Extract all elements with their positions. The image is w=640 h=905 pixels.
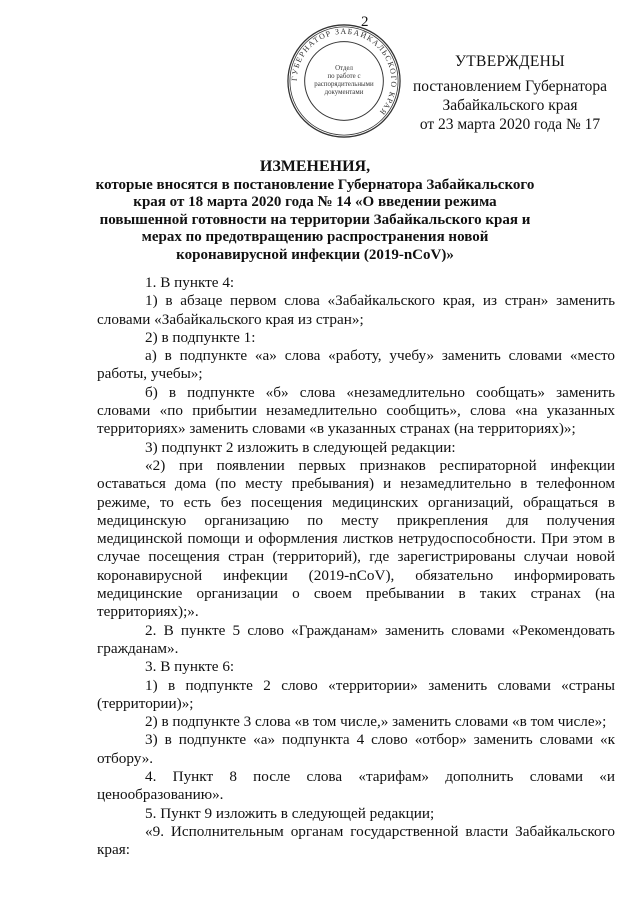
- paragraph: 3) подпункт 2 изложить в следующей редакции:: [145, 438, 456, 456]
- approval-line: постановлением Губернатора: [412, 78, 608, 95]
- paragraph: 1) в абзаце первом слова «Забайкальского края, из стран» заменить словами «Забайкальского края из стран»;: [97, 292, 615, 328]
- approval-date: от 23 марта 2020 года № 17: [419, 116, 601, 133]
- paragraph: «2) при появлении первых признаков респираторной инфекции оставаться дома (по месту пребывания) и незамедлительно в телефонном режиме, то есть без посещения медицинских организаций, обращаться в медицинскую организацию по месту прикрепления для получения медицинской помощи и оформления листков нетрудоспособности. При этом в случае посещения стран (территорий), где зарегистрированы случаи новой коронавирусной инфекции (2019-nCoV), обязательно информировать медицинские организации о своем пребывании в таких странах (на территориях);».: [97, 456, 615, 621]
- approval-block: [395, 52, 625, 134]
- approval-heading: УТВЕРЖДЕНЫ: [455, 53, 565, 70]
- svg-text:Отдел: Отдел: [335, 65, 353, 73]
- svg-text:по работе с: по работе с: [327, 73, 361, 81]
- paragraph: 3. В пункте 6:: [145, 658, 235, 676]
- paragraph: б) в подпункте «б» слова «незамедлительно сообщать» заменить словами «по прибытии незамедлительно сообщить», слова «на указанных территориях» заменить словами «в указанных странах (на территориях)»;: [97, 383, 615, 438]
- title-main: ИЗМЕНЕНИЯ,: [259, 158, 371, 175]
- title-subtitle: которые вносятся в постановление Губернатора Забайкальского края от 18 марта 2020 года № 14 «О введении режима повышенной готовности на территории Забайкальского края и мерах по предотвращению распространения новой коронавирусной инфекции (2019-nCoV)»: [95, 176, 535, 263]
- document-title: [95, 158, 535, 264]
- paragraph: 5. Пункт 9 изложить в следующей редакции;: [145, 804, 435, 822]
- paragraph: 2) в подпункте 1:: [145, 328, 256, 346]
- paragraph: «9. Исполнительным органам государственной власти Забайкальского края:: [97, 822, 615, 859]
- svg-text:распорядительными: распорядительными: [314, 80, 374, 88]
- approval-line: Забайкальского края: [442, 97, 578, 114]
- official-seal-stamp: [285, 22, 403, 140]
- paragraph: 3) в подпункте «а» подпункта 4 слово «отбор» заменить словами «к отбору».: [97, 731, 615, 767]
- paragraph: 1. В пункте 4:: [145, 274, 235, 291]
- page-number: 2: [361, 14, 369, 30]
- paragraph: а) в подпункте «а» слова «работу, учебу» заменить словами «место работы, учебы»;: [97, 347, 615, 383]
- svg-text:ГУБЕРНАТОР ЗАБАЙКАЛЬСКОГО КРАЯ: ГУБЕРНАТОР ЗАБАЙКАЛЬСКОГО КРАЯ: [289, 26, 399, 118]
- document-body: [97, 274, 615, 860]
- paragraph: 4. Пункт 8 после слова «тарифам» дополнить словами «и ценообразованию».: [97, 768, 615, 804]
- paragraph: 2. В пункте 5 слово «Гражданам» заменить словами «Рекомендовать гражданам».: [97, 621, 615, 657]
- paragraph: 2) в подпункте 3 слова «в том числе,» заменить словами «в том числе»;: [145, 713, 607, 731]
- paragraph: 1) в подпункте 2 слово «территории» заменить словами «страны (территории)»;: [97, 676, 615, 712]
- svg-text:документами: документами: [324, 88, 364, 96]
